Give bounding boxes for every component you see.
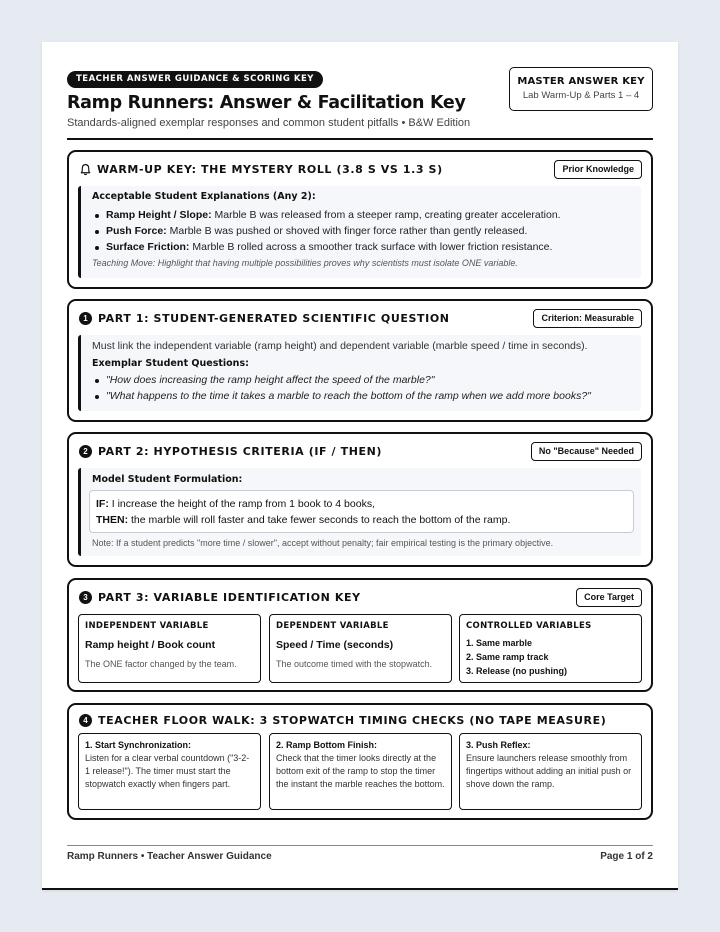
list-item: Push Force: Marble B was pushed or shoved with finger force rather than gently released. <box>92 223 630 239</box>
part1-intro: Must link the independent variable (ramp height) and dependent variable (marble speed / time in seconds). <box>92 340 588 352</box>
floor-walk-section <box>67 703 653 820</box>
floor-walk-title: TEACHER FLOOR WALK: 3 STOPWATCH TIMING CHECKS (NO TAPE MEASURE) <box>98 714 607 727</box>
footer-title: Ramp Runners • Teacher Answer Guidance <box>67 851 272 862</box>
independent-variable-card <box>78 614 261 683</box>
no-because-badge: No "Because" Needed <box>531 442 642 461</box>
part1-lead: Exemplar Student Questions: <box>92 358 249 369</box>
controlled-heading: CONTROLLED VARIABLES <box>466 621 592 631</box>
check-text: Listen for a clear verbal countdown ("3-2-1 release!"). The timer must start the stopwatch exactly when fingers part. <box>85 753 250 789</box>
warmup-callout <box>78 186 641 278</box>
list-item: "What happens to the time it takes a marble to reach the bottom of the ramp when we add more books?" <box>92 388 630 404</box>
page-title: Ramp Runners: Answer & Facilitation Key <box>67 93 466 113</box>
dependent-heading: DEPENDENT VARIABLE <box>276 621 389 631</box>
part1-number: 1 <box>79 312 92 325</box>
part2-header <box>79 445 382 458</box>
part1-header <box>79 312 450 325</box>
part2-callout <box>78 468 641 556</box>
list-item: Surface Friction: Marble B rolled across a smoother track surface with lower friction resistance. <box>92 239 630 255</box>
page-subtitle: Standards-aligned exemplar responses and common student pitfalls • B&W Edition <box>67 117 471 129</box>
hypothesis-then-line <box>96 512 627 528</box>
check-title: 1. Start Synchronization: <box>85 740 192 750</box>
independent-desc: The ONE factor changed by the team. <box>85 659 237 669</box>
warmup-section <box>67 150 653 289</box>
header-divider <box>67 138 653 140</box>
floor-walk-header <box>79 714 606 727</box>
hypothesis-box <box>89 490 634 533</box>
controlled-item: 3. Release (no pushing) <box>466 666 568 676</box>
warmup-title: WARM-UP KEY: THE MYSTERY ROLL (3.8 S VS 1.3 S) <box>97 163 443 176</box>
controlled-item: 2. Same ramp track <box>466 652 549 662</box>
dependent-variable-card <box>269 614 452 683</box>
part1-callout <box>78 335 641 411</box>
check-title: 2. Ramp Bottom Finish: <box>276 740 377 750</box>
master-key-title: MASTER ANSWER KEY <box>517 76 645 87</box>
part4-number: 4 <box>79 714 92 727</box>
warmup-lead: Acceptable Student Explanations (Any 2): <box>92 191 316 202</box>
part3-number: 3 <box>79 591 92 604</box>
page-number: Page 1 of 2 <box>600 851 653 862</box>
guidance-pill: TEACHER ANSWER GUIDANCE & SCORING KEY <box>67 71 323 88</box>
part1-section <box>67 299 653 422</box>
part2-note: Note: If a student predicts "more time / slower", accept without penalty; fair empirical testing is the primary objective. <box>92 538 554 548</box>
controlled-item: 1. Same marble <box>466 638 533 648</box>
if-label: IF: <box>96 498 109 510</box>
check-text: Check that the timer looks directly at the bottom exit of the ramp to stop the timer the instant the marble reaches the bottom. <box>276 753 445 789</box>
check-text: Ensure launchers release smoothly from fingertips without adding an initial push or shove down the ramp. <box>466 753 632 789</box>
warmup-header <box>79 163 443 176</box>
independent-heading: INDEPENDENT VARIABLE <box>85 621 209 631</box>
if-text: I increase the height of the ramp from 1 book to 4 books, <box>111 498 375 510</box>
timing-check-card <box>269 733 452 810</box>
footer-divider <box>67 845 653 846</box>
part2-title: PART 2: HYPOTHESIS CRITERIA (IF / THEN) <box>98 445 383 458</box>
part3-section <box>67 578 653 692</box>
then-label: THEN: <box>96 514 129 526</box>
then-text: the marble will roll faster and take fewer seconds to reach the bottom of the ramp. <box>131 514 511 526</box>
part3-header <box>79 591 361 604</box>
part1-title: PART 1: STUDENT-GENERATED SCIENTIFIC QUESTION <box>98 312 450 325</box>
dependent-desc: The outcome timed with the stopwatch. <box>276 659 433 669</box>
hypothesis-if-line <box>96 496 627 512</box>
teaching-move-note: Teaching Move: Highlight that having multiple possibilities proves why scientists must isolate ONE variable. <box>92 258 518 268</box>
dependent-value: Speed / Time (seconds) <box>276 639 394 651</box>
measurable-badge: Criterion: Measurable <box>533 309 642 328</box>
part3-title: PART 3: VARIABLE IDENTIFICATION KEY <box>98 591 361 604</box>
list-item: Ramp Height / Slope: Marble B was released from a steeper ramp, creating greater acceleration. <box>92 207 630 223</box>
independent-value: Ramp height / Book count <box>85 639 216 651</box>
prior-knowledge-badge: Prior Knowledge <box>554 160 642 179</box>
list-item: "How does increasing the ramp height affect the speed of the marble?" <box>92 372 630 388</box>
timing-check-card <box>459 733 642 810</box>
check-title: 3. Push Reflex: <box>466 740 531 750</box>
bell-icon <box>79 163 92 176</box>
warmup-list <box>92 207 630 255</box>
exemplar-questions-list <box>92 372 630 404</box>
core-target-badge: Core Target <box>576 588 642 607</box>
part2-lead: Model Student Formulation: <box>92 474 243 485</box>
controlled-variables-card <box>459 614 642 683</box>
answer-key-page <box>42 42 678 890</box>
timing-check-card <box>78 733 261 810</box>
master-key-box <box>509 67 653 111</box>
part2-number: 2 <box>79 445 92 458</box>
master-key-subtitle: Lab Warm-Up & Parts 1 – 4 <box>522 90 640 101</box>
part2-section <box>67 432 653 567</box>
